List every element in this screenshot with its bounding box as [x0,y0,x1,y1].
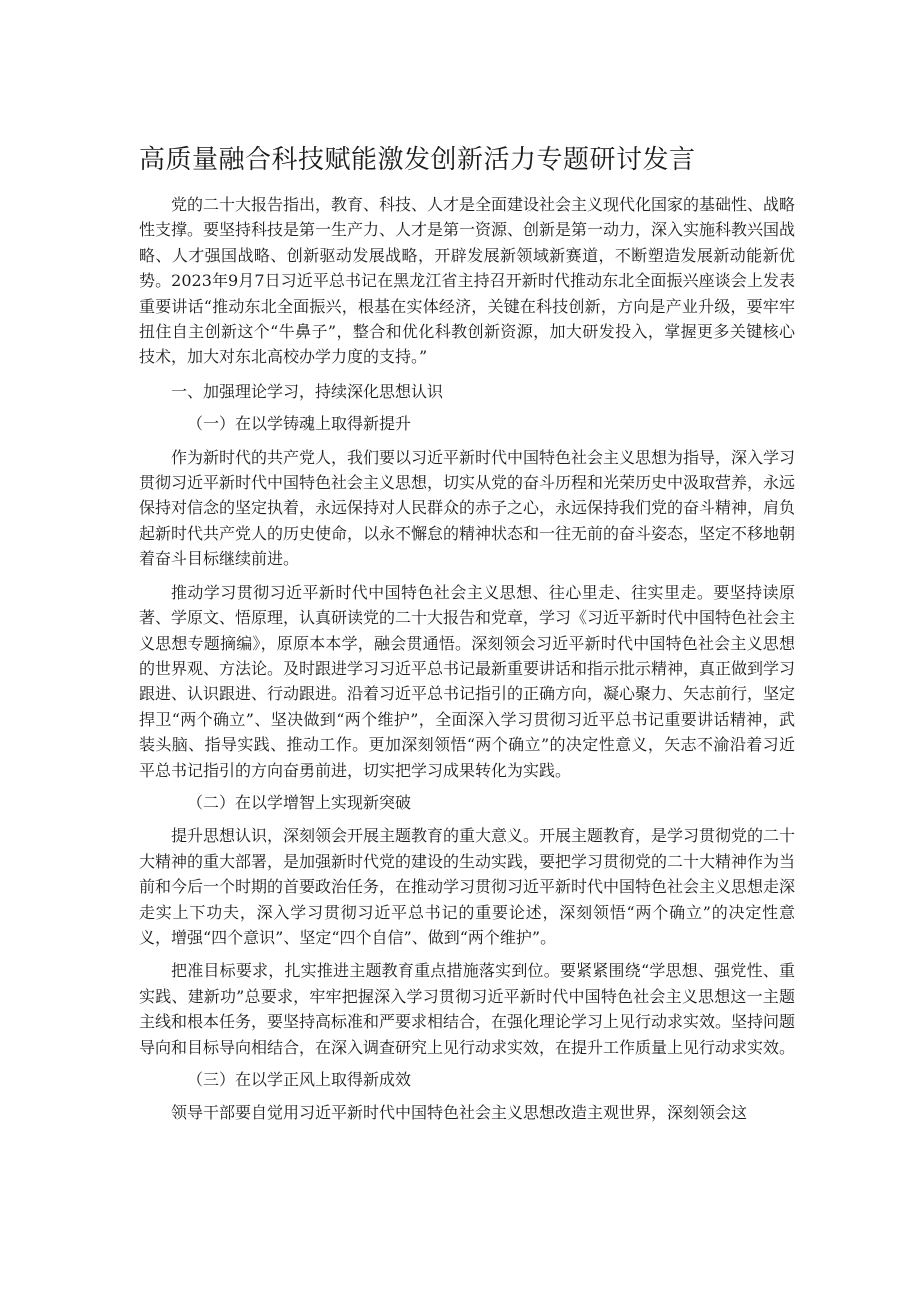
subsection-1-paragraph-1: 作为新时代的共产党人，我们要以习近平新时代中国特色社会主义思想为指导，深入学习贯彻习近平新时代中国特色社会主义思想，切实从党的奋斗历程和光荣历史中汲取营养，永远保持对信念的坚定执着，永远保持对人民群众的赤子之心，永远保持我们党的奋斗精神，肩负起新时代共产党人的历史使命，以永不懈怠的精神状态和一往无前的奋斗姿态，坚定不移地朝着奋斗目标继续前进。 [139,447,796,569]
subsection-2-paragraph-1: 提升思想认识，深刻领会开展主题教育的重大意义。开展主题教育，是学习贯彻党的二十大精神的重大部署，是加强新时代党的建设的生动实践，要把学习贯彻党的二十大精神作为当前和今后一个时期的首要政治任务，在推动学习贯彻习近平新时代中国特色社会主义思想走深走实上下功夫，深入学习贯彻习近平总书记的重要论述，深刻领悟“两个确立”的决定性意义，增强“四个意识”、坚定“四个自信”、做到“两个维护”。 [139,826,796,947]
subsection-2-heading: （二）在以学增智上实现新突破 [187,792,412,812]
subsection-3-paragraph-1: 领导干部要自觉用习近平新时代中国特色社会主义思想改造主观世界，深刻领会这 [171,1103,748,1123]
subsection-1-paragraph-2: 推动学习贯彻习近平新时代中国特色社会主义思想、往心里走、往实里走。要坚持读原著、学原文、悟原理，认真研读党的二十大报告和党章，学习《习近平新时代中国特色社会主义思想专题摘编》，原原本本学，融会贯通悟。深刻领会习近平新时代中国特色社会主义思想的世界观、方法论。及时跟进学习习近平总书记最新重要讲话和指示批示精神，真正做到学习跟进、认识跟进、行动跟进。沿着习近平总书记指引的正确方向，凝心聚力、矢志前行，坚定捍卫“两个确立”、坚决做到“两个维护”，全面深入学习贯彻习近平总书记重要讲话精神，武装头脑、指导实践、推动工作。更加深刻领悟“两个确立”的决定性意义，矢志不渝沿着习近平总书记指引的方向奋勇前进，切实把学习成果转化为实践。 [139,582,796,780]
subsection-3-heading: （三）在以学正风上取得新成效 [187,1070,412,1089]
subsection-1-heading: （一）在以学铸魂上取得新提升 [187,414,412,434]
section-1-heading: 一、加强理论学习，持续深化思想认识 [171,381,444,401]
document-title: 高质量融合科技赋能激发创新活力专题研讨发言 [139,145,696,175]
intro-paragraph: 党的二十大报告指出，教育、科技、人才是全面建设社会主义现代化国家的基础性、战略性支撑。要坚持科技是第一生产力、人才是第一资源、创新是第一动力，深入实施科教兴国战略、人才强国战略、创新驱动发展战略，开辟发展新领域新赛道，不断塑造发展新动能新优势。2023年9月7日习近平总书记在黑龙江省主持召开新时代推动东北全面振兴座谈会上发表重要讲话“推动东北全面振兴，根基在实体经济，关键在科技创新，方向是产业升级，要牢牢扭住自主创新这个“牛鼻子”，整合和优化科教创新资源，加大研发投入，掌握更多关键核心技术，加大对东北高校办学力度的支持。” [139,195,796,367]
document-page [139,140,795,1126]
subsection-2-paragraph-2: 把准目标要求，扎实推进主题教育重点措施落实到位。要紧紧围绕“学思想、强党性、重实践、建新功”总要求，牢牢把握深入学习贯彻习近平新时代中国特色社会主义思想这一主题主线和根本任务，要坚持高标准和严要求相结合，在强化理论学习上见行动求实效。坚持问题导向和目标导向相结合，在深入调查研究上见行动求实效，在提升工作质量上见行动求实效。 [139,961,796,1057]
